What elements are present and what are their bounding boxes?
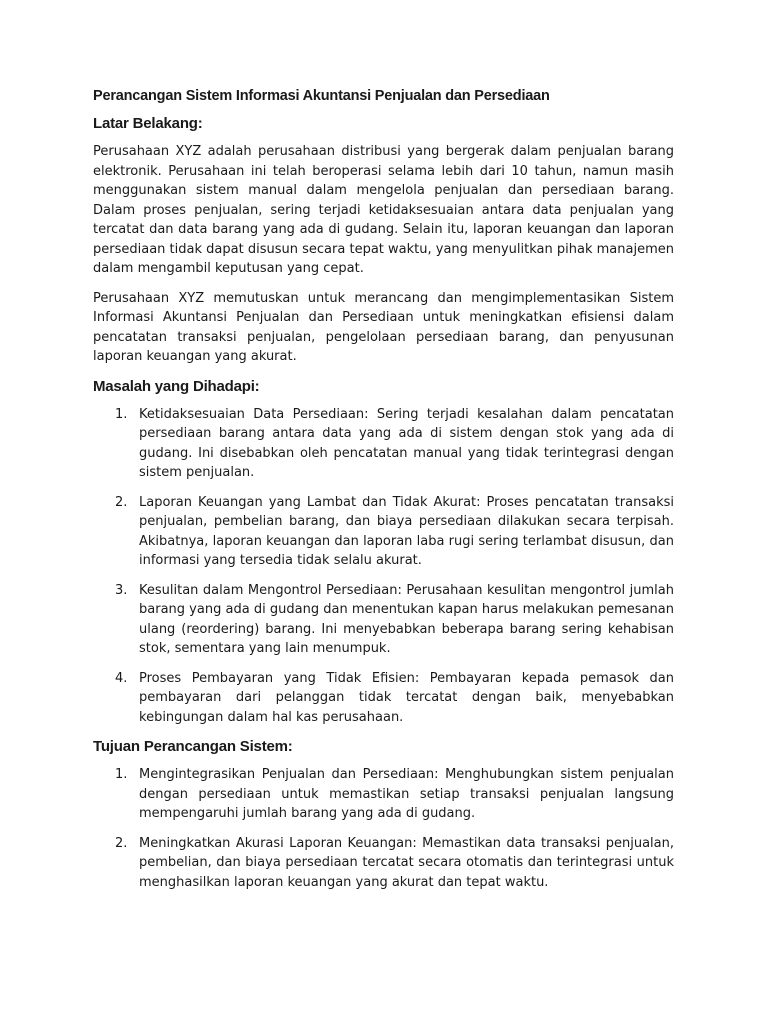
list-item [93, 493, 674, 571]
list-number: 2. [115, 494, 128, 510]
list-number: 3. [115, 582, 128, 598]
heading-masalah: Masalah yang Dihadapi: [93, 377, 260, 395]
list-item [93, 405, 674, 483]
paragraph-background-2: Perusahaan XYZ memutuskan untuk merancang dan mengimplementasikan Sistem Informasi Akuntansi Penjualan dan Persediaan untuk meningkatkan efisiensi dalam pencatatan transaksi penjualan, pengelolaan persediaan barang, dan penyusunan laporan keuangan yang akurat. [93, 290, 674, 364]
list-item-text: Proses Pembayaran yang Tidak Efisien: Pembayaran kepada pemasok dan pembayaran dari pelanggan tidak tercatat dengan baik, menyebabkan kebingungan dalam hal kas perusahaan. [139, 670, 674, 725]
list-item-text: Laporan Keuangan yang Lambat dan Tidak Akurat: Proses pencatatan transaksi penjualan, pembelian barang, dan biaya persediaan dilakukan secara terpisah. Akibatnya, laporan keuangan dan laporan laba rugi sering terlambat disusun, dan informasi yang tersedia tidak selalu akurat. [139, 494, 674, 568]
goals-list [93, 765, 674, 892]
list-item-text: Meningkatkan Akurasi Laporan Keuangan: Memastikan data transaksi penjualan, pembelian, dan biaya persediaan tercatat secara otomatis dan terintegrasi untuk menghasilkan laporan keuangan yang akurat dan tepat waktu. [139, 835, 674, 890]
list-item [93, 581, 674, 659]
list-number: 4. [115, 670, 128, 686]
list-item-text: Mengintegrasikan Penjualan dan Persediaan: Menghubungkan sistem penjualan dengan persediaan untuk memastikan setiap transaksi penjualan langsung mempengaruhi jumlah barang yang ada di gudang. [139, 767, 674, 821]
heading-tujuan: Tujuan Perancangan Sistem: [93, 738, 293, 755]
list-item [93, 834, 674, 893]
paragraph-background-1: Perusahaan XYZ adalah perusahaan distribusi yang bergerak dalam penjualan barang elektronik. Perusahaan ini telah beroperasi selama lebih dari 10 tahun, namun masih menggunakan sistem manual dalam mengelola penjualan dan persediaan barang. Dalam proses penjualan, sering terjadi ketidaksesuaian antara data penjualan yang tercatat dan data barang yang ada di gudang. Selain itu, laporan keuangan dan laporan persediaan tidak dapat disusun secara tepat waktu, yang menyulitkan pihak manajemen dalam mengambil keputusan yang cepat. [93, 144, 674, 276]
list-number: 2. [115, 835, 128, 851]
list-number: 1. [115, 767, 128, 782]
heading-latar-belakang: Latar Belakang: [93, 115, 203, 132]
list-item-text: Ketidaksesuaian Data Persediaan: Sering terjadi kesalahan dalam pencatatan persediaan barang antara data yang ada di sistem dengan stok yang ada di gudang. Ini disebabkan oleh pencatatan manual yang tidak terintegrasi dengan sistem penjualan. [139, 406, 674, 480]
list-number: 1. [115, 406, 128, 422]
document-title: Perancangan Sistem Informasi Akuntansi Penjualan dan Persediaan [93, 88, 550, 104]
list-item-text: Kesulitan dalam Mengontrol Persediaan: Perusahaan kesulitan mengontrol jumlah barang yang ada di gudang dan menentukan kapan harus melakukan pemesanan ulang (reordering) barang. Ini menyebabkan beberapa barang sering kehabisan stok, sementara yang lain menumpuk. [139, 582, 674, 656]
problems-list [93, 405, 674, 728]
document-page [93, 86, 674, 902]
list-item [93, 765, 674, 824]
list-item [93, 669, 674, 728]
